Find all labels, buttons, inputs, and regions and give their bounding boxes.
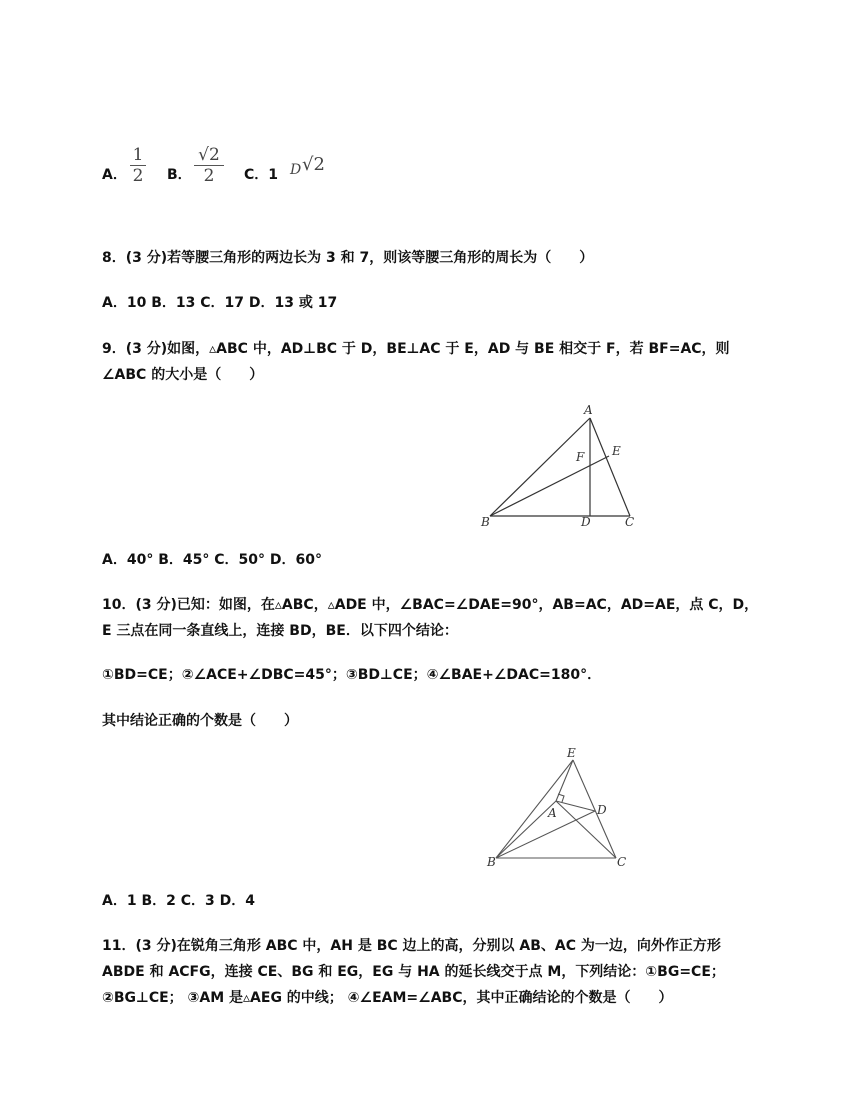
label-c: C — [617, 855, 627, 869]
q10-conclusions: ①BD=CE；②∠ACE+∠DBC=45°；③BD⊥CE；④∠BAE+∠DAC=180°． — [102, 667, 602, 683]
label-b: B — [481, 515, 490, 529]
q10-question: 其中结论正确的个数是（ ） — [102, 713, 298, 729]
segment-be — [496, 760, 573, 858]
segment-ec — [573, 760, 616, 858]
label-c: C — [625, 515, 635, 529]
label-f: F — [576, 450, 585, 464]
q7-option-c: C．1 — [244, 167, 279, 183]
q9-stem-line1: 9．(3 分)如图，▵ABC 中，AD⊥BC 于 D，BE⊥AC 于 E，AD 与 BE 相交于 F，若 BF=AC，则 — [102, 341, 730, 357]
q10-triangle-figure — [480, 742, 640, 874]
q11-stem-line1: 11．(3 分)在锐角三角形 ABC 中，AH 是 BC 边上的高，分别以 AB、AC 为一边，向外作正方形 — [102, 938, 721, 954]
label-e: E — [567, 746, 576, 760]
label-a: A — [584, 403, 593, 417]
label-d: D — [581, 515, 591, 529]
q8-options: A．10 B．13 C．17 D．13 或 17 — [102, 295, 338, 311]
q7-option-b-label: B． — [167, 167, 192, 183]
q7-option-a-denominator: 2 — [132, 166, 144, 186]
segment-bd — [496, 811, 595, 858]
q9-stem-line2: ∠ABC 的大小是（ ） — [102, 367, 264, 383]
q7-options — [102, 145, 402, 198]
q9-options: A．40° B．45° C．50° D．60° — [102, 552, 322, 568]
label-a: A — [548, 806, 557, 820]
q7-option-a-numerator: 1 — [132, 145, 144, 165]
segment-ac — [590, 418, 630, 516]
q7-option-b-fraction — [194, 146, 224, 185]
q11-stem-line2: ABDE 和 ACFG，连接 CE、BG 和 EG，EG 与 HA 的延长线交于点 M，下列结论：①BG=CE； — [102, 964, 725, 980]
label-b: B — [487, 855, 496, 869]
q11-stem-line3: ②BG⊥CE； ③AM 是▵AEG 的中线； ④∠EAM=∠ABC，其中正确结论的个数是（ ） — [102, 990, 673, 1006]
q10-stem-line2: E 三点在同一条直线上，连接 BD，BE．以下四个结论： — [102, 623, 458, 639]
q9-triangle-figure — [475, 400, 645, 535]
q7-option-a-fraction — [130, 146, 146, 185]
q7-option-a-label: A． — [102, 167, 127, 183]
q7-option-b-numerator: √2 — [198, 145, 220, 165]
q7-option-d-label: D — [290, 162, 302, 178]
segment-be — [490, 456, 609, 516]
q7-option-d-value: √2 — [302, 154, 325, 175]
segment-ab — [490, 418, 590, 516]
q7-option-b-denominator: 2 — [203, 166, 215, 186]
q8-stem: 8．(3 分)若等腰三角形的两边长为 3 和 7，则该等腰三角形的周长为（ ） — [102, 250, 594, 266]
segment-ba — [496, 801, 556, 858]
label-e: E — [612, 444, 621, 458]
segment-ae — [556, 760, 573, 801]
label-d: D — [597, 803, 607, 817]
q10-options: A．1 B．2 C．3 D．4 — [102, 893, 255, 909]
segment-ac — [556, 801, 616, 858]
q10-stem-line1: 10．(3 分)已知：如图，在▵ABC，▵ADE 中，∠BAC=∠DAE=90°，AB=AC，AD=AE，点 C，D， — [102, 597, 759, 613]
